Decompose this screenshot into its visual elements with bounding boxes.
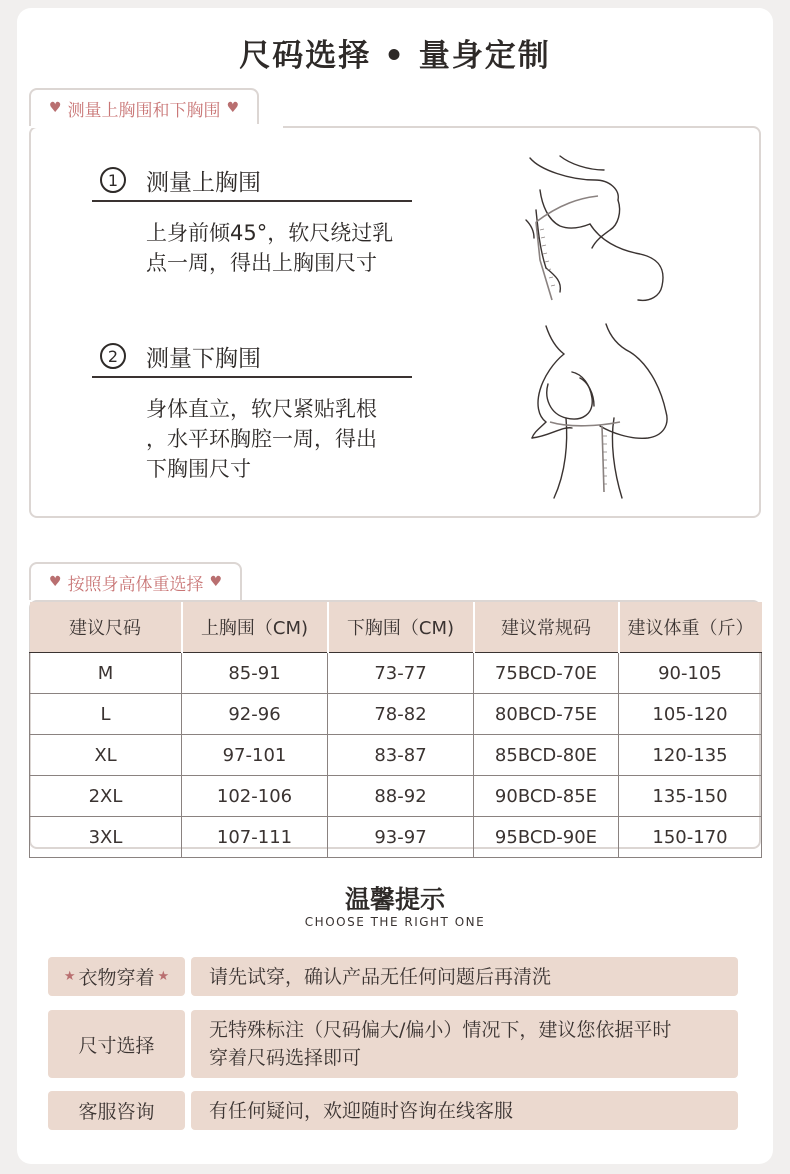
tip-label: 客服咨询	[48, 1091, 185, 1130]
table-cell: 150-170	[619, 817, 762, 858]
table-cell: 102-106	[182, 776, 328, 817]
star-icon: ★	[63, 969, 76, 984]
table-cell: 95BCD-90E	[474, 817, 619, 858]
star-icon: ★	[157, 969, 170, 984]
table-row	[30, 694, 762, 735]
column-header: 建议尺码	[30, 602, 182, 653]
table-cell: 80BCD-75E	[474, 694, 619, 735]
step-2-description: 身体直立，软尺紧贴乳根 ，水平环胸腔一周，得出 下胸围尺寸	[146, 397, 377, 481]
table-cell: 120-135	[619, 735, 762, 776]
table-cell: L	[30, 694, 182, 735]
size-section-tab	[29, 562, 242, 600]
table-cell: XL	[30, 735, 182, 776]
tip-text: 无特殊标注（尺码偏大/偏小）情况下，建议您依据平时 穿着尺码选择即可	[191, 1010, 738, 1078]
table-cell: 73-77	[328, 653, 474, 694]
heart-icon: ♥	[226, 100, 240, 116]
size-chart-table	[29, 602, 762, 858]
tip-text: 请先试穿，确认产品无任何问题后再清洗	[191, 957, 738, 996]
column-header: 建议常规码	[474, 602, 619, 653]
table-row	[30, 653, 762, 694]
heart-icon: ♥	[49, 574, 62, 590]
step-number: 2	[100, 343, 126, 369]
table-cell: 135-150	[619, 776, 762, 817]
table-cell: 85-91	[182, 653, 328, 694]
table-cell: 90BCD-85E	[474, 776, 619, 817]
step-2-heading	[92, 336, 412, 378]
table-cell: 83-87	[328, 735, 474, 776]
measure-tab-label: 测量上胸围和下胸围	[67, 100, 221, 121]
table-row	[30, 735, 762, 776]
size-tab-label: 按照身高体重选择	[67, 574, 204, 595]
table-cell: 105-120	[619, 694, 762, 735]
heart-icon: ♥	[209, 574, 223, 590]
column-header: 下胸围（CM)	[328, 602, 474, 653]
table-cell: 90-105	[619, 653, 762, 694]
table-cell: M	[30, 653, 182, 694]
tip-row-service	[48, 1091, 738, 1130]
step-title: 测量上胸围	[146, 169, 261, 196]
under-bust-illustration	[510, 322, 680, 502]
table-row	[30, 817, 762, 858]
step-number: 1	[100, 167, 126, 193]
table-cell: 92-96	[182, 694, 328, 735]
tip-row-size	[48, 1010, 738, 1078]
table-cell: 2XL	[30, 776, 182, 817]
tips-subtitle: CHOOSE THE RIGHT ONE	[304, 915, 486, 929]
table-cell: 93-97	[328, 817, 474, 858]
table-cell: 97-101	[182, 735, 328, 776]
heart-icon: ♥	[49, 100, 62, 116]
table-row	[30, 776, 762, 817]
table-cell: 78-82	[328, 694, 474, 735]
tips-title: 温馨提示	[344, 885, 445, 914]
page-title: 尺码选择 • 量身定制	[239, 38, 551, 74]
table-cell: 75BCD-70E	[474, 653, 619, 694]
upper-bust-illustration	[500, 150, 680, 310]
tip-row-wearing	[48, 957, 738, 996]
table-cell: 3XL	[30, 817, 182, 858]
table-cell: 107-111	[182, 817, 328, 858]
table-cell: 88-92	[328, 776, 474, 817]
table-cell: 85BCD-80E	[474, 735, 619, 776]
column-header: 建议体重（斤）	[619, 602, 762, 653]
tip-text: 有任何疑问，欢迎随时咨询在线客服	[191, 1091, 738, 1130]
tip-label: ★ 衣物穿着 ★	[48, 957, 185, 996]
column-header: 上胸围（CM)	[182, 602, 328, 653]
step-1-description: 上身前倾45°，软尺绕过乳 点一周，得出上胸围尺寸	[146, 221, 394, 275]
step-1-heading	[92, 160, 412, 202]
measure-section-tab	[29, 88, 259, 126]
tip-label: 尺寸选择	[48, 1010, 185, 1078]
step-title: 测量下胸围	[146, 345, 261, 372]
table-header-row	[30, 602, 762, 653]
